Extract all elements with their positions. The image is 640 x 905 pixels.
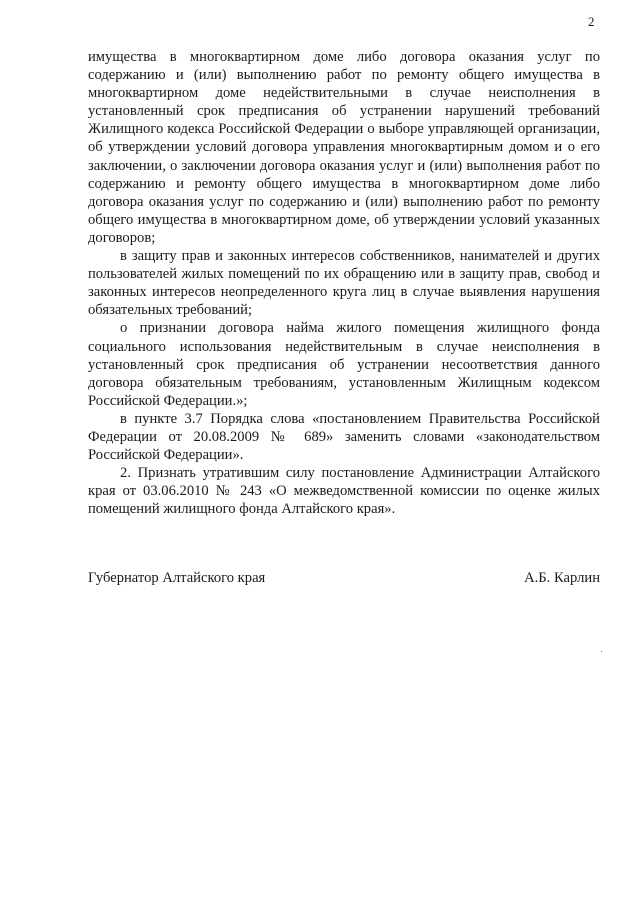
paragraph-item-2: 2. Признать утратившим силу постановление Администрации Алтайского края от 03.06.2010 № 243 «О межведомственной комиссии по оценке жилых помещений жилищного фонда Алтайского края». <box>88 465 600 518</box>
scan-speck <box>601 651 602 652</box>
paragraph-rights-protection: в защиту прав и законных интересов собственников, нанимателей и других пользователей жилых помещений по их обращению или в защиту прав, свобод и законных интересов неопределенного круга лиц в случае выявления нарушения обязательных требований; <box>88 248 600 319</box>
page-number: 2 <box>588 14 595 29</box>
signatory-name: А.Б. Карлин <box>524 570 600 586</box>
signatory-position: Губернатор Алтайского края <box>88 570 266 586</box>
signature-block <box>88 569 600 587</box>
paragraph-lease-contract: о признании договора найма жилого помещения жилищного фонда социального использования недействительным в случае неисполнения в установленный срок предписания об устранении несоответствия данного договора обязательным требованиям, установленным Жилищным кодексом Российской Федерации.»; <box>88 320 600 409</box>
document-body <box>88 48 600 518</box>
paragraph-continuation: имущества в многоквартирном доме либо договора оказания услуг по содержанию и (или) выполнению работ по ремонту общего имущества в многоквартирном доме недействительными в случае неисполнения в установленный срок предписания об устранении нарушений требований Жилищного кодекса Российской Федерации о выборе управляющей организации, об утверждении условий договора управления многоквартирным домом и о его заключении, о заключении договора оказания услуг и (или) выполнения работ по содержанию и ремонту общего имущества в многоквартирном доме либо договора оказания услуг по содержанию и (или) выполнению работ по ремонту общего имущества в многоквартирном доме, об утверждении условий указанных договоров; <box>88 49 600 246</box>
paragraph-clause-3-7: в пункте 3.7 Порядка слова «постановлением Правительства Российской Федерации от 20.08.2009 № 689» заменить словами «законодательством Российской Федерации». <box>88 410 600 464</box>
